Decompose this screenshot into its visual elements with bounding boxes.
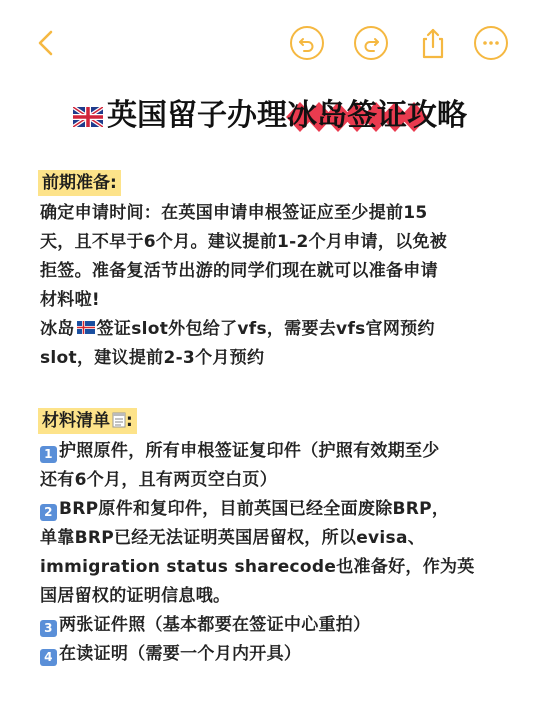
number-badge-icon: 1 (40, 446, 57, 463)
materials-label-text: 材料清单 (42, 411, 110, 431)
uk-flag-icon (73, 107, 103, 127)
prep-line-vfs: 签证slot外包给了vfs，需要去vfs官网预约 (96, 319, 435, 339)
list-item (40, 640, 510, 669)
redo-button[interactable] (354, 26, 388, 60)
list-item-continuation: immigration status sharecode也准备好，作为英 (40, 557, 475, 577)
prep-line (40, 315, 510, 344)
prep-section-label: 前期准备: (38, 170, 121, 196)
title-highlight-text: 冰岛签证 (287, 98, 407, 133)
top-toolbar (0, 0, 540, 90)
prep-section-body (40, 199, 510, 373)
number-badge-icon: 4 (40, 649, 57, 666)
list-item-text: 在读证明（需要一个月内开具） (59, 644, 302, 664)
prep-line: 拒签。准备复活节出游的同学们现在就可以准备申请 (40, 261, 438, 281)
list-item (40, 495, 510, 524)
materials-section-body (40, 437, 510, 669)
iceland-flag-icon (77, 321, 95, 334)
number-badge-icon: 2 (40, 504, 57, 521)
prep-line: 材料啦! (40, 290, 100, 310)
list-item-continuation: 单靠BRP已经无法证明英国居留权，所以evisa、 (40, 528, 426, 548)
share-icon (416, 26, 450, 60)
prep-line: 确定申请时间：在英国申请申根签证应至少提前15 (40, 203, 428, 223)
share-button[interactable] (416, 26, 450, 60)
list-item (40, 437, 510, 466)
chevron-left-icon (30, 26, 64, 60)
materials-label-suffix: : (126, 411, 133, 431)
prep-line: 天，且不早于6个月。建议提前1-2个月申请，以免被 (40, 232, 448, 252)
number-badge-icon: 3 (40, 620, 57, 637)
materials-section-label (38, 408, 137, 434)
list-item-text: 两张证件照（基本都要在签证中心重拍） (59, 615, 371, 635)
list-item (40, 611, 510, 640)
back-button[interactable] (30, 26, 64, 60)
memo-icon (112, 412, 126, 428)
redo-icon (356, 28, 386, 58)
prep-line: slot，建议提前2-3个月预约 (40, 348, 265, 368)
list-item-continuation: 还有6个月，且有两页空白页） (40, 470, 278, 490)
list-item-text: BRP原件和复印件，目前英国已经全面废除BRP， (59, 499, 450, 519)
page-title (0, 94, 540, 138)
prep-line-iceland: 冰岛 (40, 319, 75, 339)
more-icon (476, 28, 506, 58)
title-text-1: 英国留子办理 (107, 98, 287, 133)
list-item-continuation: 国居留权的证明信息哦。 (40, 586, 231, 606)
more-button[interactable] (474, 26, 508, 60)
undo-button[interactable] (290, 26, 324, 60)
list-item-text: 护照原件，所有申根签证复印件（护照有效期至少 (59, 441, 440, 461)
undo-icon (292, 28, 322, 58)
title-text-2: 攻略 (407, 98, 467, 133)
